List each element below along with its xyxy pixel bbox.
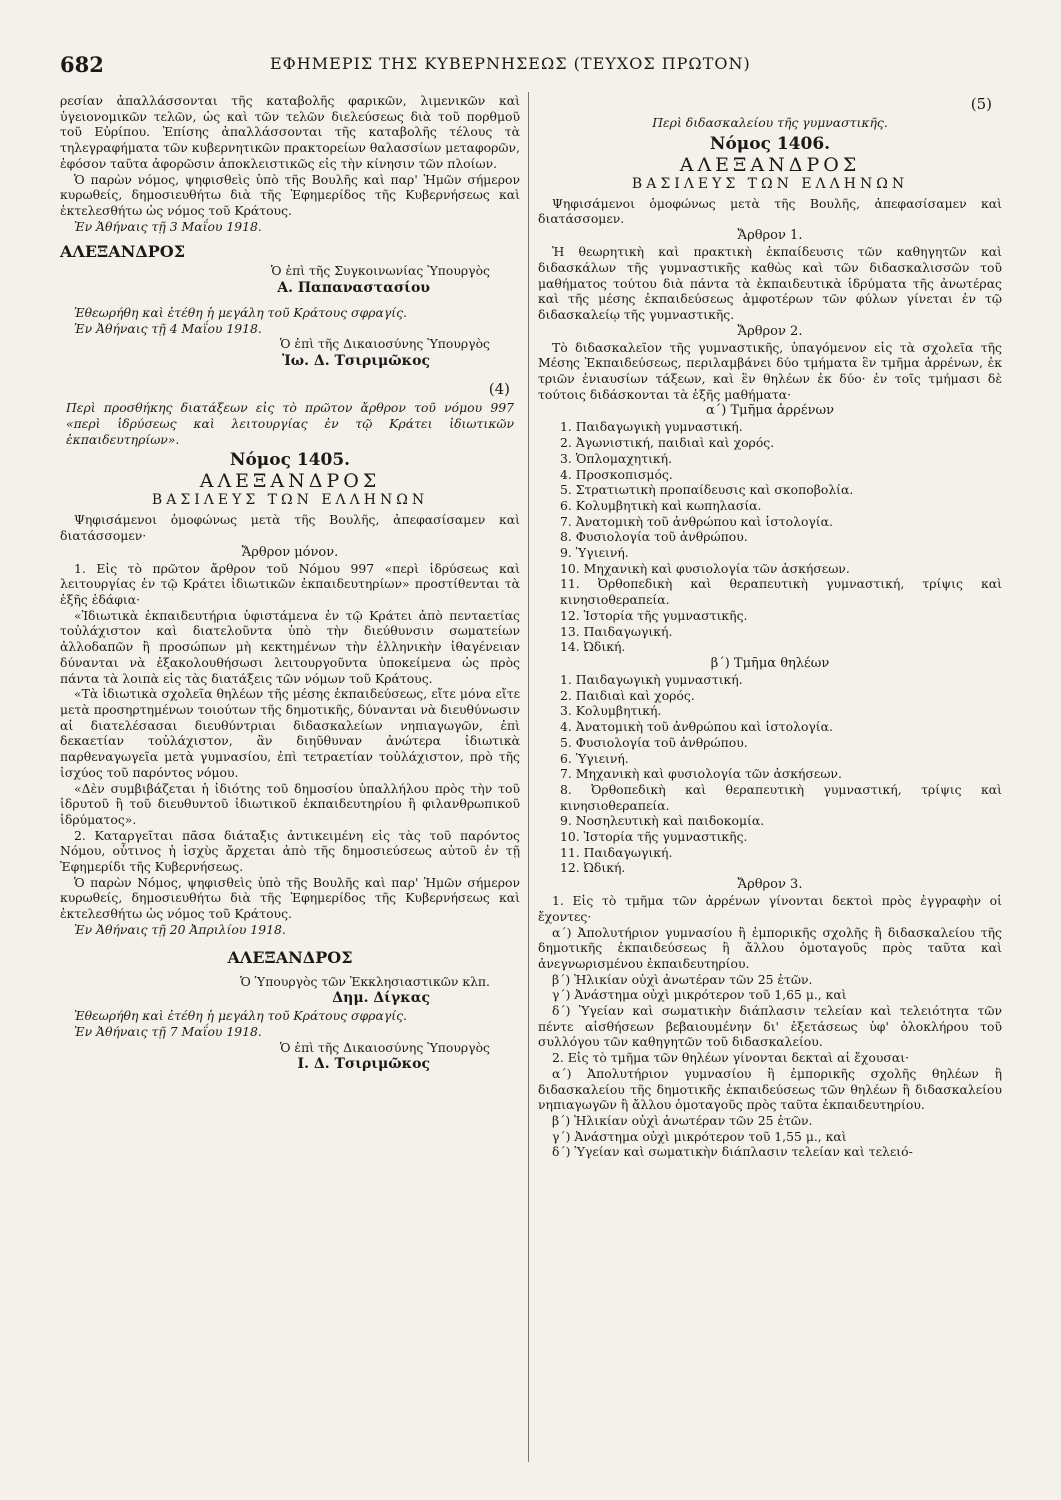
- list-item: 8. Φυσιολογία τοῦ ἀνθρώπου.: [560, 529, 748, 545]
- paragraph: β΄) Ἡλικίαν οὐχὶ ἀνωτέραν τῶν 25 ἐτῶν.: [552, 971, 813, 987]
- king-name: ΑΛΕΞΑΝΔΡΟΣ: [199, 470, 381, 493]
- list-item: 11. Ὀρθοπεδικὴ καὶ θεραπευτικὴ γυμναστική, τρίψις καὶ κινησιοθεραπεία.: [560, 576, 1002, 608]
- list-item: 2. Ἀγωνιστική, παιδιαὶ καὶ χορός.: [560, 435, 775, 451]
- law-heading: Νόμος 1405.: [229, 450, 351, 471]
- paragraph: α΄) Ἀπολυτήριον γυμνασίου ἢ ἐμπορικῆς σχολῆς θηλέων ἢ διδασκαλείου τῆς δημοτικῆς ἐκπαιδεύσεως τῶν θηλέων ἢ διδασκαλείου νηπιαγωγῶν ἢ ἄλλου ὁμοταγοῦς πρὸς ταῦτα ἐκπαιδευτηρίου.: [538, 1065, 1002, 1113]
- section-heading: β΄) Τμῆμα θηλέων: [710, 655, 830, 671]
- list-item: 2. Παιδιαὶ καὶ χορός.: [560, 687, 695, 703]
- minister-title: Ὁ Ὑπουργὸς τῶν Ἐκκλησιαστικῶν κλπ.: [240, 973, 490, 989]
- list-item: 13. Παιδαγωγική.: [560, 623, 673, 639]
- minister-name: Δημ. Δίγκας: [332, 990, 430, 1007]
- list-item: 3. Ὁπλομαχητική.: [560, 450, 673, 466]
- minister-name: Ἰω. Δ. Τσιριμῶκος: [281, 353, 430, 370]
- paragraph: Ὁ παρὼν νόμος, ψηφισθεὶς ὑπὸ τῆς Βουλῆς καὶ παρ' Ἡμῶν σήμερον κυρωθείς, δημοσιευθήτω διὰ τῆς Ἐφημερίδος τῆς Κυβερνήσεως καὶ ἐκτελεσθήτω ὡς νόμος τοῦ Κράτους.: [60, 171, 520, 218]
- column-divider: [528, 92, 529, 1462]
- list-item: 7. Ἀνατομικὴ τοῦ ἀνθρώπου καὶ ἱστολογία.: [560, 513, 833, 529]
- article-heading: Ἄρθρον 2.: [737, 323, 803, 339]
- king-signature: ΑΛΕΞΑΝΔΡΟΣ: [227, 947, 353, 967]
- list-item: 1. Παιδαγωγικὴ γυμναστική.: [560, 671, 743, 687]
- preamble: Ψηφισάμενοι ὁμοφώνως μετὰ τῆς Βουλῆς, ἀπεφασίσαμεν καὶ διατάσσομεν·: [60, 512, 520, 543]
- paragraph: «Τὰ ἰδιωτικὰ σχολεῖα θηλέων τῆς μέσης ἐκπαιδεύσεως, εἴτε μόνα εἴτε μετὰ προσηρτημένων τοιούτων τῆς δημοτικῆς, δύνανται νὰ διευθύνωσιν αἱ διατελέσασαι διευθύντριαι διδασκαλείων νηπιαγωγῶν, ἐπὶ δεκαετίαν τοὐλάχιστον, ἂν διηῦθυναν ἀνώτερα ἰδιωτικὰ παρθεναγωγεῖα μετὰ γυμνασίου, ἐπὶ τετραετίαν τοὐλάχιστον, πρὸ τῆς ἰσχύος τοῦ παρόντος νόμου.: [60, 686, 520, 780]
- paragraph: Ὁ παρὼν Νόμος, ψηφισθεὶς ὑπὸ τῆς Βουλῆς καὶ παρ' Ἡμῶν σήμερον κυρωθείς, δημοσιευθήτω διὰ τῆς Ἐφημερίδος τῆς Κυβερνήσεως καὶ ἐκτελεσθήτω ὡς νόμος τοῦ Κράτους.: [60, 874, 520, 922]
- law-number: (4): [488, 380, 510, 399]
- king-name: ΑΛΕΞΑΝΔΡΟΣ: [679, 153, 861, 176]
- seal-line: Ἐθεωρήθη καὶ ἐτέθη ἡ μεγάλη τοῦ Κράτους σφραγίς.: [74, 305, 407, 321]
- minister-title: Ὁ ἐπὶ τῆς Συγκοινωνίας Ὑπουργὸς: [270, 263, 490, 279]
- list-item: 10. Μηχανικὴ καὶ φυσιολογία τῶν ἀσκήσεων.: [560, 560, 850, 576]
- article-heading: Ἄρθρον μόνον.: [241, 544, 339, 560]
- paragraph: γ΄) Ἀνάστημα οὐχὶ μικρότερον τοῦ 1,65 μ., καὶ: [552, 987, 847, 1003]
- minister-title: Ὁ ἐπὶ τῆς Δικαιοσύνης Ὑπουργὸς: [279, 1039, 490, 1055]
- page-header: [60, 52, 1020, 84]
- paragraph: ρεσίαν ἀπαλλάσσονται τῆς καταβολῆς φαρικῶν, λιμενικῶν καὶ ὑγειονομικῶν τελῶν, ὡς καὶ τῶν τελῶν διελεύσεως διὰ τοῦ πορθμοῦ τοῦ Εὐρίπου. Ἐπίσης ἀπαλλάσσονται τῆς καταβολῆς τέλους τὰ τηλεγραφήματα τῶν κυβερνητικῶν πρακτορείων θαλασσίων μεταφορῶν, ἐφόσον ταῦτα ἀφορῶσιν ἀποκλειστικῶς εἰς τὴν κίνησιν τῶν πλοίων.: [60, 93, 520, 171]
- date-line: Ἐν Ἀθήναις τῇ 7 Μαΐου 1918.: [74, 1023, 262, 1039]
- paragraph: δ΄) Ὑγείαν καὶ σωματικὴν διάπλασιν τελείαν καὶ τελειό-: [552, 1144, 913, 1160]
- paragraph: α΄) Ἀπολυτήριον γυμνασίου ἢ ἐμπορικῆς σχολῆς ἢ διδασκαλείου τῆς δημοτικῆς ἐκπαιδεύσεως ἢ ἄλλου ὁμοταγοῦς πρὸς ταῦτα καὶ ἀνεγνωρισμένου ἐκπαιδευτηρίου.: [538, 924, 1002, 971]
- law-number: (5): [970, 95, 992, 113]
- minister-title: Ὁ ἐπὶ τῆς Δικαιοσύνης Ὑπουργὸς: [279, 336, 490, 352]
- minister-name: Α. Παπαναστασίου: [277, 280, 430, 297]
- king-title: ΒΑΣΙΛΕΥΣ ΤΩΝ ΕΛΛΗΝΩΝ: [151, 492, 429, 509]
- right-column: [538, 93, 1002, 1160]
- subject-list-girls: [538, 672, 1002, 876]
- section-heading: α΄) Τμῆμα ἀρρένων: [706, 403, 834, 419]
- list-item: 9. Ὑγιεινή.: [560, 545, 629, 561]
- paragraph: Ἡ θεωρητικὴ καὶ πρακτικὴ ἐκπαίδευσις τῶν καθηγητῶν καὶ διδασκάλων τῆς γυμναστικῆς καθὼς καὶ τῶν διδασκαλισσῶν τοῦ μαθήματος τούτου διὰ πάντα τὰ ἐκπαιδευτικὰ ἱδρύματα τῆς ἀνωτέρας καὶ τῆς μέσης ἐκπαιδεύσεως ἀμφοτέρων τῶν φύλων γίνεται ἐν τῷ διδασκαλείῳ τῆς γυμναστικῆς.: [538, 244, 1002, 322]
- date-line: Ἐν Ἀθήναις τῇ 20 Ἀπριλίου 1918.: [74, 921, 286, 937]
- law-title: Περὶ διδασκαλείου τῆς γυμναστικῆς.: [652, 115, 888, 130]
- list-item: 4. Ἀνατομικὴ τοῦ ἀνθρώπου καὶ ἱστολογία.: [560, 719, 833, 735]
- running-title: ΕΦΗΜΕΡΙΣ ΤΗΣ ΚΥΒΕΡΝΗΣΕΩΣ (ΤΕΥΧΟΣ ΠΡΩΤΟΝ): [270, 54, 751, 73]
- paragraph: δ΄) Ὑγείαν καὶ σωματικὴν διάπλασιν τελείαν καὶ τελειότητα τῶν πέντε αἰσθήσεων βεβαιουμένην δι' ἐξετάσεως ὑφ' ὁλοκλήρου τοῦ συλλόγου τῶν καθηγητῶν τοῦ διδασκαλείου.: [538, 1003, 1002, 1050]
- paragraph: 2. Καταργεῖται πᾶσα διάταξις ἀντικειμένη εἰς τὰς τοῦ παρόντος Νόμου, οὗτινος ἡ ἰσχὺς ἄρχεται ἀπὸ τῆς δημοσιεύσεως αὐτοῦ ἐν τῇ Ἐφημερίδι τῆς Κυβερνήσεως.: [60, 827, 520, 875]
- paragraph: 1. Εἰς τὸ πρῶτον ἄρθρον τοῦ Νόμου 997 «περὶ ἱδρύσεως καὶ λειτουργίας ἐν τῷ Κράτει ἰδιωτικῶν ἐκπαιδευτηρίων» προστίθενται τὰ ἑξῆς ἐδάφια·: [60, 560, 520, 608]
- seal-line: Ἐθεωρήθη καὶ ἐτέθη ἡ μεγάλη τοῦ Κράτους σφραγίς.: [74, 1008, 407, 1024]
- paragraph: β΄) Ἡλικίαν οὐχὶ ἀνωτέραν τῶν 25 ἐτῶν.: [552, 1112, 813, 1128]
- king-title: ΒΑΣΙΛΕΥΣ ΤΩΝ ΕΛΛΗΝΩΝ: [631, 175, 909, 192]
- page-number: 682: [60, 52, 104, 77]
- list-item: 7. Μηχανικὴ καὶ φυσιολογία τῶν ἀσκήσεων.: [560, 766, 842, 782]
- list-item: 5. Φυσιολογία τοῦ ἀνθρώπου.: [560, 734, 748, 750]
- paragraph: «Ἰδιωτικὰ ἐκπαιδευτήρια ὑφιστάμενα ἐν τῷ Κράτει ἀπὸ πενταετίας τοὐλάχιστον καὶ διατελοῦντα ὑπὸ τὴν διεύθυνσιν σωματείων ἀλλοδαπῶν ἢ προσώπων μὴ κεκτημένων τὴν ἑλληνικὴν ἰθαγένειαν δύνανται νὰ ἐξακολουθήσωσι λειτουργοῦντα ὑποκείμενα ὡς πρὸς πάντα τὰ λοιπὰ εἰς τὰς διατάξεις τῶν νόμων τοῦ Κράτους.: [60, 607, 520, 686]
- list-item: 9. Νοσηλευτικὴ καὶ παιδοκομία.: [560, 813, 765, 829]
- article-heading: Ἄρθρον 1.: [737, 228, 803, 244]
- law-title: Περὶ προσθήκης διατάξεων εἰς τὸ πρῶτον ἄρθρον τοῦ νόμου 997 «περὶ ἱδρύσεως καὶ λειτουργίας ἐν τῷ Κράτει ἰδιωτικῶν ἐκπαιδευτηρίων».: [66, 400, 514, 447]
- list-item: 6. Κολυμβητικὴ καὶ κωπηλασία.: [560, 497, 762, 513]
- left-column: [60, 93, 520, 1074]
- paragraph: γ΄) Ἀνάστημα οὐχὶ μικρότερον τοῦ 1,55 μ., καὶ: [552, 1128, 847, 1144]
- date-line: Ἐν Ἀθήναις τῇ 4 Μαΐου 1918.: [74, 320, 262, 336]
- subject-list-boys: [538, 419, 1002, 655]
- article-heading: Ἄρθρον 3.: [737, 877, 803, 893]
- paragraph: Τὸ διδασκαλεῖον τῆς γυμναστικῆς, ὑπαγόμενον εἰς τὰ σχολεῖα τῆς Μέσης Ἐκπαιδεύσεως, περιλαμβάνει δύο τμήματα ἓν τμῆμα ἀρρένων, ἐκ τριῶν ἐνιαυσίων τάξεων, καὶ ἓν θηλέων ἐκ δύο· ἐν τοῖς τμήμασι δὲ τούτοις διδάσκονται τὰ ἑξῆς μαθήματα·: [538, 339, 1002, 402]
- list-item: 4. Προσκοπισμός.: [560, 466, 673, 482]
- king-signature: ΑΛΕΞΑΝΔΡΟΣ: [60, 242, 186, 262]
- list-item: 8. Ὀρθοπεδικὴ καὶ θεραπευτικὴ γυμναστική, τρίψις καὶ κινησιοθεραπεία.: [560, 781, 1002, 813]
- list-item: 12. Ὠδική.: [560, 860, 626, 876]
- list-item: 14. Ὠδική.: [560, 639, 626, 655]
- list-item: 3. Κολυμβητική.: [560, 703, 662, 719]
- list-item: 10. Ἱστορία τῆς γυμναστικῆς.: [560, 829, 748, 845]
- list-item: 1. Παιδαγωγικὴ γυμναστική.: [560, 419, 743, 435]
- list-item: 11. Παιδαγωγική.: [560, 844, 673, 860]
- minister-name: Ι. Δ. Τσιριμῶκος: [297, 1056, 430, 1073]
- list-item: 6. Ὑγιεινή.: [560, 750, 629, 766]
- date-line: Ἐν Ἀθήναις τῇ 3 Μαΐου 1918.: [74, 218, 262, 234]
- preamble: Ψηφισάμενοι ὁμοφώνως μετὰ τῆς Βουλῆς, ἀπεφασίσαμεν καὶ διατάσσομεν.: [538, 195, 1002, 227]
- law-heading: Νόμος 1406.: [709, 133, 831, 154]
- list-item: 12. Ἱστορία τῆς γυμναστικῆς.: [560, 607, 748, 623]
- paragraph: 2. Εἰς τὸ τμῆμα τῶν θηλέων γίνονται δεκταὶ αἱ ἔχουσαι·: [552, 1050, 910, 1066]
- list-item: 5. Στρατιωτικὴ προπαίδευσις καὶ σκοποβολία.: [560, 482, 854, 498]
- paragraph: «Δὲν συμβιβάζεται ἡ ἰδιότης τοῦ δημοσίου ὑπαλλήλου πρὸς τὴν τοῦ ἱδρυτοῦ ἢ τοῦ διευθυντοῦ ἰδιωτικοῦ ἐκπαιδευτηρίου ἢ φιλανθρωπικοῦ ἱδρύματος».: [60, 780, 520, 827]
- paragraph: 1. Εἰς τὸ τμῆμα τῶν ἀρρένων γίνονται δεκτοὶ πρὸς ἐγγραφὴν οἱ ἔχοντες·: [538, 893, 1002, 924]
